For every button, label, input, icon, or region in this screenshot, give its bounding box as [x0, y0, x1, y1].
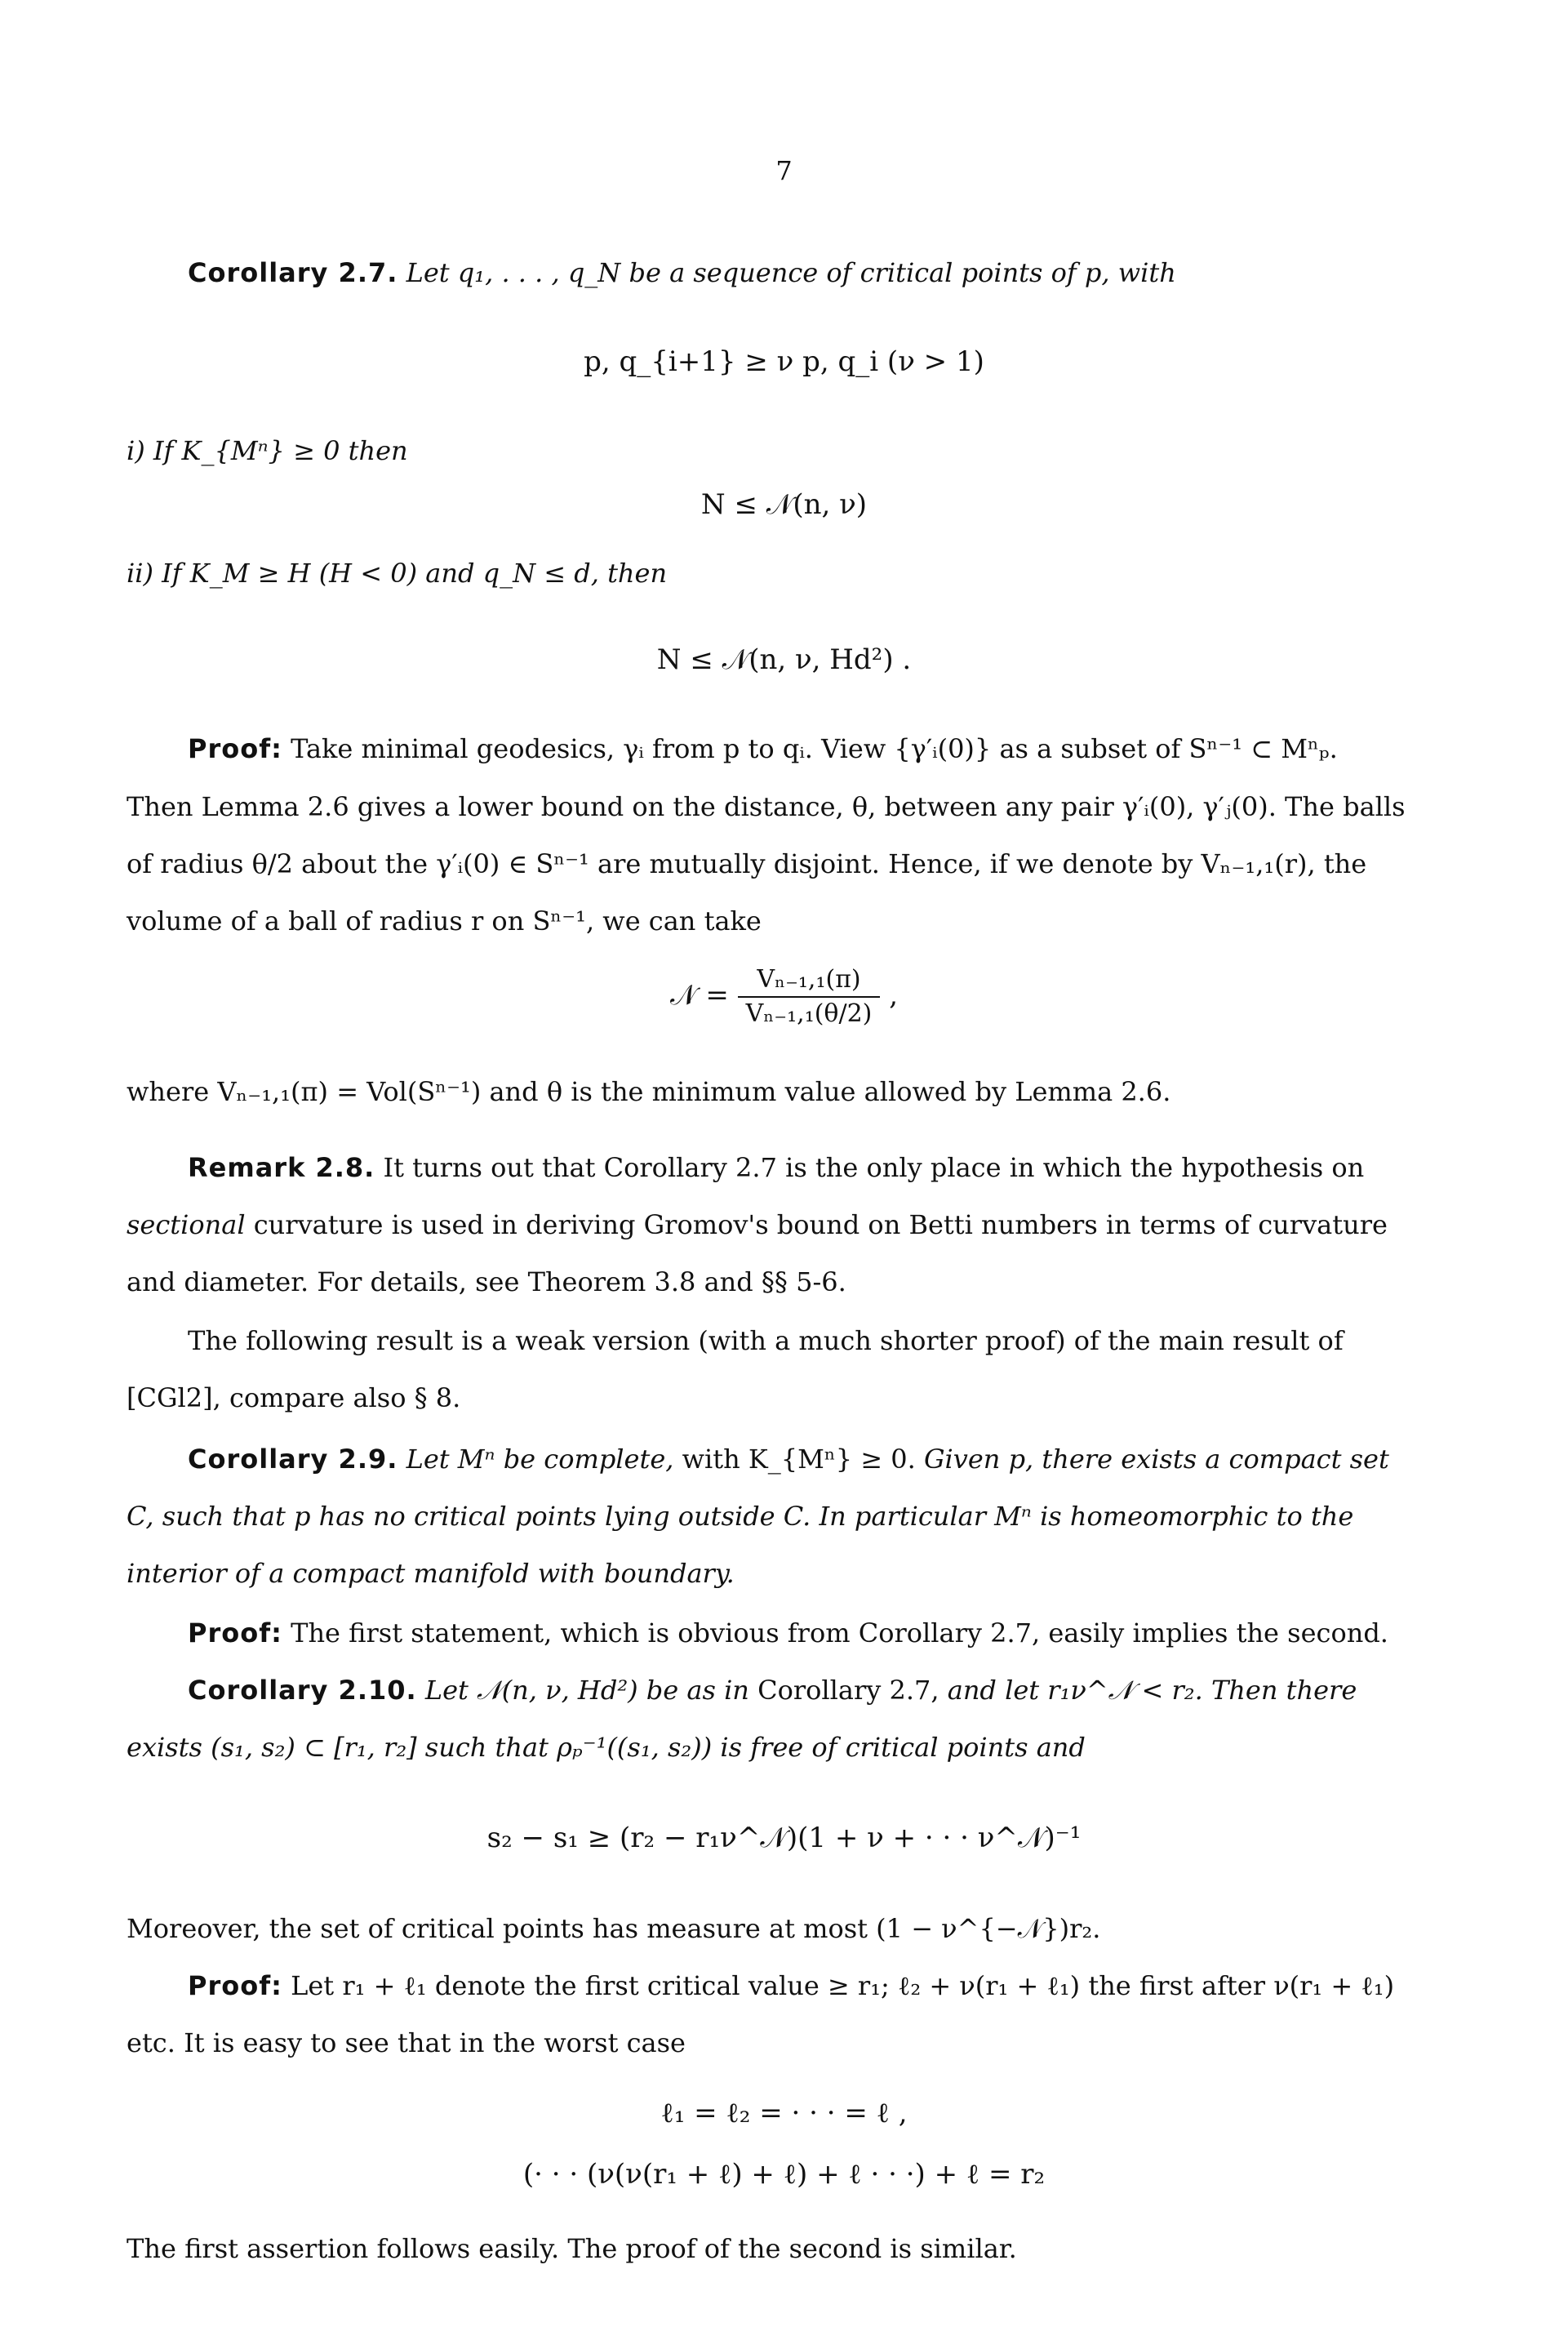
- eq-tail: ,: [889, 979, 899, 1012]
- proof-2-10-line-1: [188, 1968, 1394, 2004]
- equation-case-ii: N ≤ 𝒩(n, ν, Hd²) .: [656, 643, 912, 676]
- remark-2-8-label: Remark 2.8.: [188, 1152, 375, 1183]
- corollary-2-9-line-1: [188, 1441, 1389, 1477]
- proof-2-9: [188, 1615, 1388, 1651]
- proof-2-7-text-1: Take minimal geodesics, γᵢ from p to qᵢ. View {γ′ᵢ(0)} as a subset of Sⁿ⁻¹ ⊂ Mⁿₚ.: [291, 733, 1338, 764]
- case-i: i) If K_{Mⁿ} ≥ 0 then: [127, 435, 408, 466]
- eq-lhs: 𝒩 =: [669, 979, 729, 1012]
- paragraph-following-line-1: The following result is a weak version (with a much shorter proof) of the main result of: [188, 1325, 1344, 1356]
- fraction-numerator: Vₙ₋₁,₁(π): [738, 963, 881, 998]
- proof-2-7-line-3: of radius θ/2 about the γ′ᵢ(0) ∈ Sⁿ⁻¹ are mutually disjoint. Hence, if we denote by Vₙ₋₁,₁(r), the: [127, 848, 1367, 879]
- remark-2-8-text-1: It turns out that Corollary 2.7 is the only place in which the hypothesis on: [383, 1152, 1365, 1183]
- corollary-2-9-line-2: C, such that p has no critical points lying outside C. In particular Mⁿ is homeomorphic to the: [127, 1501, 1354, 1532]
- proof-2-10-line-3: The first assertion follows easily. The proof of the second is similar.: [127, 2233, 1017, 2264]
- corollary-2-10-line-2: exists (s₁, s₂) ⊂ [r₁, r₂] such that ρₚ⁻¹((s₁, s₂)) is free of critical points and: [127, 1732, 1086, 1763]
- corollary-2-9-line-3: interior of a compact manifold with boundary.: [127, 1558, 735, 1589]
- proof-2-10-line-2: etc. It is easy to see that in the worst case: [127, 2027, 686, 2058]
- corollary-2-7-text: Let q₁, . . . , q_N be a sequence of critical points of p, with: [406, 257, 1176, 288]
- proof-2-10-text-1: Let r₁ + ℓ₁ denote the first critical value ≥ r₁; ℓ₂ + ν(r₁ + ℓ₁) the first after ν(r₁ + ℓ₁): [291, 1970, 1395, 2001]
- equation-worst-case-2: (· · · (ν(ν(r₁ + ℓ) + ℓ) + ℓ · · ·) + ℓ = r₂: [522, 2158, 1046, 2191]
- corollary-2-7: [188, 255, 1176, 291]
- corollary-2-10-text-1c: and let r₁ν^𝒩 < r₂. Then there: [947, 1675, 1357, 1706]
- remark-2-8-line-3: and diameter. For details, see Theorem 3.8 and §§ 5-6.: [127, 1266, 846, 1297]
- proof-2-7-line-1: [188, 731, 1338, 767]
- emphasis-sectional: sectional: [127, 1209, 246, 1240]
- proof-label: Proof:: [188, 733, 282, 764]
- proof-label: Proof:: [188, 1617, 282, 1648]
- proof-2-9-text: The first statement, which is obvious from Corollary 2.7, easily implies the second.: [291, 1617, 1388, 1648]
- equation-volume-ratio: [0, 963, 1568, 1030]
- remark-2-8-line-2: [127, 1207, 1388, 1243]
- proof-2-7-line-5: where Vₙ₋₁,₁(π) = Vol(Sⁿ⁻¹) and θ is the minimum value allowed by Lemma 2.6.: [127, 1076, 1171, 1107]
- equation-interval-bound: s₂ − s₁ ≥ (r₂ − r₁ν^𝒩)(1 + ν + · · · ν^𝒩)⁻¹: [486, 1822, 1082, 1854]
- paragraph-following-line-2: [CGl2], compare also § 8.: [127, 1382, 461, 1413]
- corollary-2-7-label: Corollary 2.7.: [188, 257, 398, 288]
- corollary-2-10-label: Corollary 2.10.: [188, 1675, 417, 1706]
- remark-2-8-text-2: curvature is used in deriving Gromov's bound on Betti numbers in terms of curvature: [253, 1209, 1388, 1240]
- proof-2-7-line-2: Then Lemma 2.6 gives a lower bound on the distance, θ, between any pair γ′ᵢ(0), γ′ⱼ(0). The balls: [127, 791, 1406, 822]
- page-number: 7: [775, 155, 793, 186]
- corollary-2-10-text-1a: Let 𝒩(n, ν, Hd²) be as in: [424, 1675, 749, 1706]
- equation-worst-case-1: ℓ₁ = ℓ₂ = · · · = ℓ ,: [660, 2097, 908, 2129]
- proof-2-7-line-4: volume of a ball of radius r on Sⁿ⁻¹, we can take: [127, 905, 762, 937]
- corollary-2-9-text-1c: Given p, there exists a compact set: [923, 1444, 1389, 1475]
- proof-label: Proof:: [188, 1970, 282, 2001]
- remark-2-8-line-1: [188, 1150, 1364, 1186]
- case-ii: ii) If K_M ≥ H (H < 0) and q_N ≤ d, then: [127, 558, 668, 589]
- corollary-2-10-line-1: [188, 1672, 1357, 1708]
- fraction-denominator: Vₙ₋₁,₁(θ/2): [745, 999, 873, 1028]
- corollary-2-9-label: Corollary 2.9.: [188, 1444, 398, 1475]
- corollary-2-9-text-1a: Let Mⁿ be complete,: [406, 1444, 674, 1475]
- corollary-2-10-text-1b: Corollary 2.7,: [757, 1675, 939, 1706]
- corollary-2-10-line-3: Moreover, the set of critical points has measure at most (1 − ν^{−𝒩})r₂.: [127, 1913, 1101, 1944]
- fraction: [738, 963, 881, 1030]
- corollary-2-9-text-1b: with K_{Mⁿ} ≥ 0.: [682, 1444, 916, 1475]
- equation-case-i: N ≤ 𝒩(n, ν): [700, 488, 868, 521]
- equation-distance-ratio: p, q_{i+1} ≥ ν p, q_i (ν > 1): [584, 345, 984, 378]
